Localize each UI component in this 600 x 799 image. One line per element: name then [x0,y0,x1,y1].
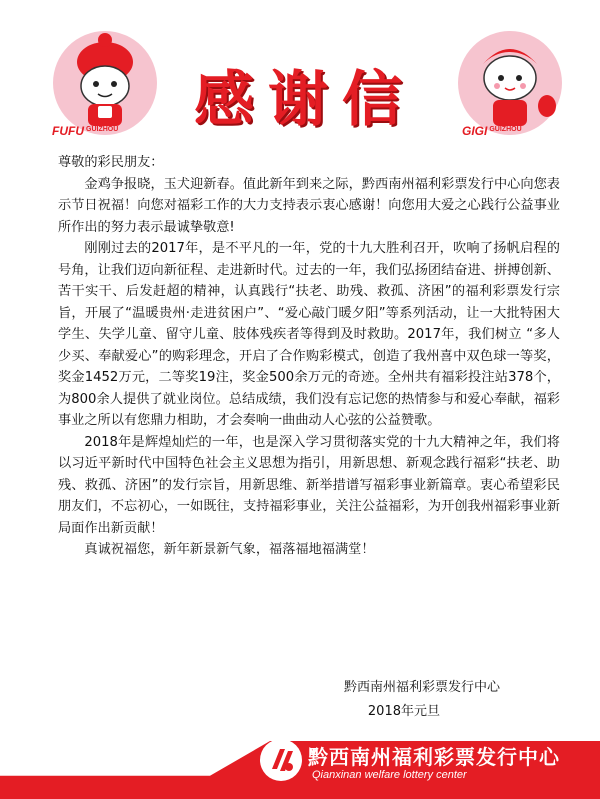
gigi-brand [462,124,522,138]
gigi-mascot-icon [455,28,565,138]
letter-paragraph-1: 金鸡争报晓，玉犬迎新春。值此新年到来之际，黔西南州福利彩票发行中心向您表示节日祝福！向您对福彩工作的大力支持表示衷心感谢！向您用大爱之心践行公益事业所作出的努力表示最诚挚敬意! [58,176,560,235]
letter-closing: 真诚祝福您，新年新景新气象，福落福地福满堂！ [84,542,375,557]
letter-signature: 黔西南州福利彩票发行中心 [343,680,500,695]
gigi-brand-sub: GUIZHOU [489,126,522,133]
gigi-brand-mark: GIGI [462,124,488,138]
letter-paragraph-2: 刚刚过去的2017年，是不平凡的一年，党的十九大胜利召开，吹响了扬帆启程的号角，让我们迈向新征程、走进新时代。过去的一年，我们弘扬团结奋进、拼搏创新、苦干实干、后发赶超的精神，认真践行“扶老、助残、救孤、济困”的福利彩票发行宗旨，开展了“温暖贵州·走进贫困户”、“爱心敲门暖夕阳”等系列活动，让一大批特困大学生、失学儿童、留守儿童、肢体残疾者等得到及时救助。2017年，我们树立 “多人少买、奉献爱心”的购彩理念，开启了合作购彩模式，创造了我州喜中双色球一等奖，奖金1452万元，二等奖19注，奖金500余万元的奇迹。全州共有福彩投注站378个，为800余人提供了就业岗位。总结成绩，我们没有忘记您的热情参与和爱心奉献，福彩事业之所以有您鼎力相助，才会奏响一曲曲动人心弦的公益赞歌。 [58,241,560,428]
letter-date: 2018年元旦 [367,704,440,719]
footer [0,735,600,799]
fufu-brand-sub: GUIZHOU [86,126,119,133]
letter-body [58,152,560,561]
fufu-mascot-icon [50,28,160,138]
welfare-lottery-logo-icon [258,737,304,783]
letter-greeting: 尊敬的彩民朋友： [58,155,164,170]
page-title: 感谢信 [194,65,416,135]
fufu-brand-mark: FUFU [52,124,84,138]
letter-paragraph-3: 2018年是辉煌灿烂的一年，也是深入学习贯彻落实党的十九大精神之年，我们将以习近平新时代中国特色社会主义思想为指引，用新思想、新观念践行福彩“扶老、助残、救孤、济困”的发行宗旨，用新思维、新举措谱写福彩事业新篇章。衷心希望彩民朋友们，不忘初心，一如既往，支持福彩事业，关注公益福彩，为开创我州福彩事业新局面作出新贡献！ [58,434,560,536]
footer-org-en: Qianxinan welfare lottery center [312,769,467,781]
footer-org-cn: 黔西南州福利彩票发行中心 [308,745,560,769]
fufu-brand [52,124,118,138]
